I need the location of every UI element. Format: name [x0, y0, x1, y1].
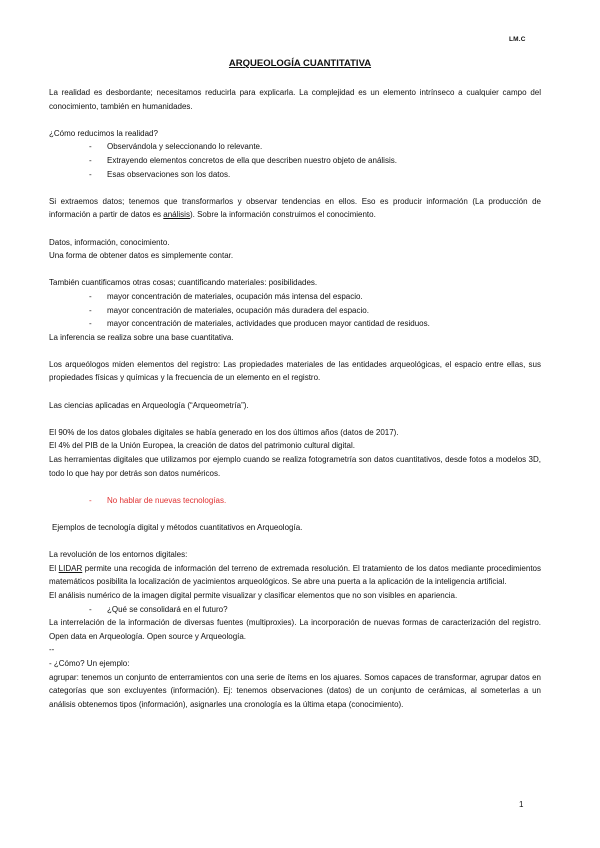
list-item: - mayor concentración de materiales, actividades que producen mayor cantidad de residuos.	[89, 319, 430, 329]
future-list	[49, 603, 541, 617]
info-paragraph: Si extraemos datos; tenemos que transformarlos y observar tendencias en ellos. Eso es producir información (La producción de información a partir de datos es análisis). Sobre la información construimos el conocimiento.	[49, 196, 541, 220]
materials-intro: También cuantificamos otras cosas; cuantificando materiales: posibilidades.	[49, 278, 318, 288]
page-number: 1	[519, 800, 524, 809]
double-dash: --	[49, 645, 55, 655]
grouping-paragraph: agrupar: tenemos un conjunto de enterramientos con una serie de ítems en los ajuares. Somos capaces de transformar, agrupar datos en categorías que son excluyentes (información). Ej: tenemos observaciones (datos) de un conjunto de cerámicas, al someterlas a un análisis obtenemos tipos (información), asignarles una cronología es la última etapa (conocimiento).	[49, 672, 541, 709]
lidar-term: LIDAR	[58, 563, 83, 573]
dic-heading: Datos, información, conocimiento.	[49, 237, 170, 247]
author-initials: LM.C	[509, 36, 526, 43]
example-question: - ¿Cómo? Un ejemplo:	[49, 658, 130, 668]
red-note: - No hablar de nuevas tecnologías.	[89, 495, 227, 505]
red-note-list	[49, 494, 541, 508]
stat-line: El 90% de los datos globales digitales se había generado en los dos últimos años (datos de 2017).	[49, 427, 399, 437]
list-item: - ¿Qué se consolidará en el futuro?	[89, 604, 228, 614]
image-analysis-line: El análisis numérico de la imagen digital permite visualizar y clasificar elementos que no son visibles en apariencia.	[49, 590, 458, 600]
applied-sciences-line: Las ciencias aplicadas en Arqueología (“Arqueometría”).	[49, 400, 249, 410]
reduce-list	[49, 140, 541, 181]
dic-line: Una forma de obtener datos es simplemente contar.	[49, 251, 234, 261]
list-item: - Esas observaciones son los datos.	[89, 169, 231, 179]
list-item: - Extrayendo elementos concretos de ella que describen nuestro objeto de análisis.	[89, 155, 397, 165]
materials-list	[49, 290, 541, 331]
lidar-paragraph: El LIDAR permite una recogida de información del terreno de extremada resolución. El tratamiento de los datos mediante procedimientos matemáticos posibilita la localización de yacimientos arqueológicos. Se abre una puerta a la aplicación de la inteligencia artificial.	[49, 563, 541, 587]
archaeologists-paragraph: Los arqueólogos miden elementos del registro: Las propiedades materiales de las entidades arqueológicas, el espacio entre ellas, sus propiedades físicas y químicas y la frecuencia de un elemento en el registro.	[49, 359, 541, 383]
stat-line: Las herramientas digitales que utilizamos por ejemplo cuando se realiza fotogrametría son datos cuantitativos, desde fotos a modelos 3D, todo lo que hay por detrás son datos numéricos.	[49, 455, 541, 478]
stat-line: El 4% del PIB de la Unión Europea, la creación de datos del patrimonio cultural digital.	[49, 441, 355, 451]
list-item: - mayor concentración de materiales, ocupación más intensa del espacio.	[89, 291, 363, 301]
list-item: - Observándola y seleccionando lo relevante.	[89, 142, 263, 152]
list-item: - mayor concentración de materiales, ocupación más duradera del espacio.	[89, 305, 369, 315]
document-body	[49, 86, 541, 711]
inference-line: La inferencia se realiza sobre una base cuantitativa.	[49, 332, 234, 342]
analysis-term: análisis	[163, 210, 190, 220]
revolution-heading: La revolución de los entornos digitales:	[49, 550, 188, 560]
interrelation-paragraph: La interrelación de la información de diversas fuentes (multiproxies). La incorporación de nuevas formas de caracterización del registro. Open data en Arqueología. Open source y Arqueología.	[49, 618, 541, 641]
reduce-question: ¿Cómo reducimos la realidad?	[49, 128, 158, 138]
intro-paragraph: La realidad es desbordante; necesitamos reducirla para explicarla. La complejidad es un elemento intrínseco a cualquier campo del conocimiento, también en humanidades.	[49, 88, 541, 111]
examples-heading: Ejemplos de tecnología digital y métodos cuantitativos en Arqueología.	[52, 523, 303, 532]
page-title: ARQUEOLOGÍA CUANTITATIVA	[228, 58, 372, 69]
